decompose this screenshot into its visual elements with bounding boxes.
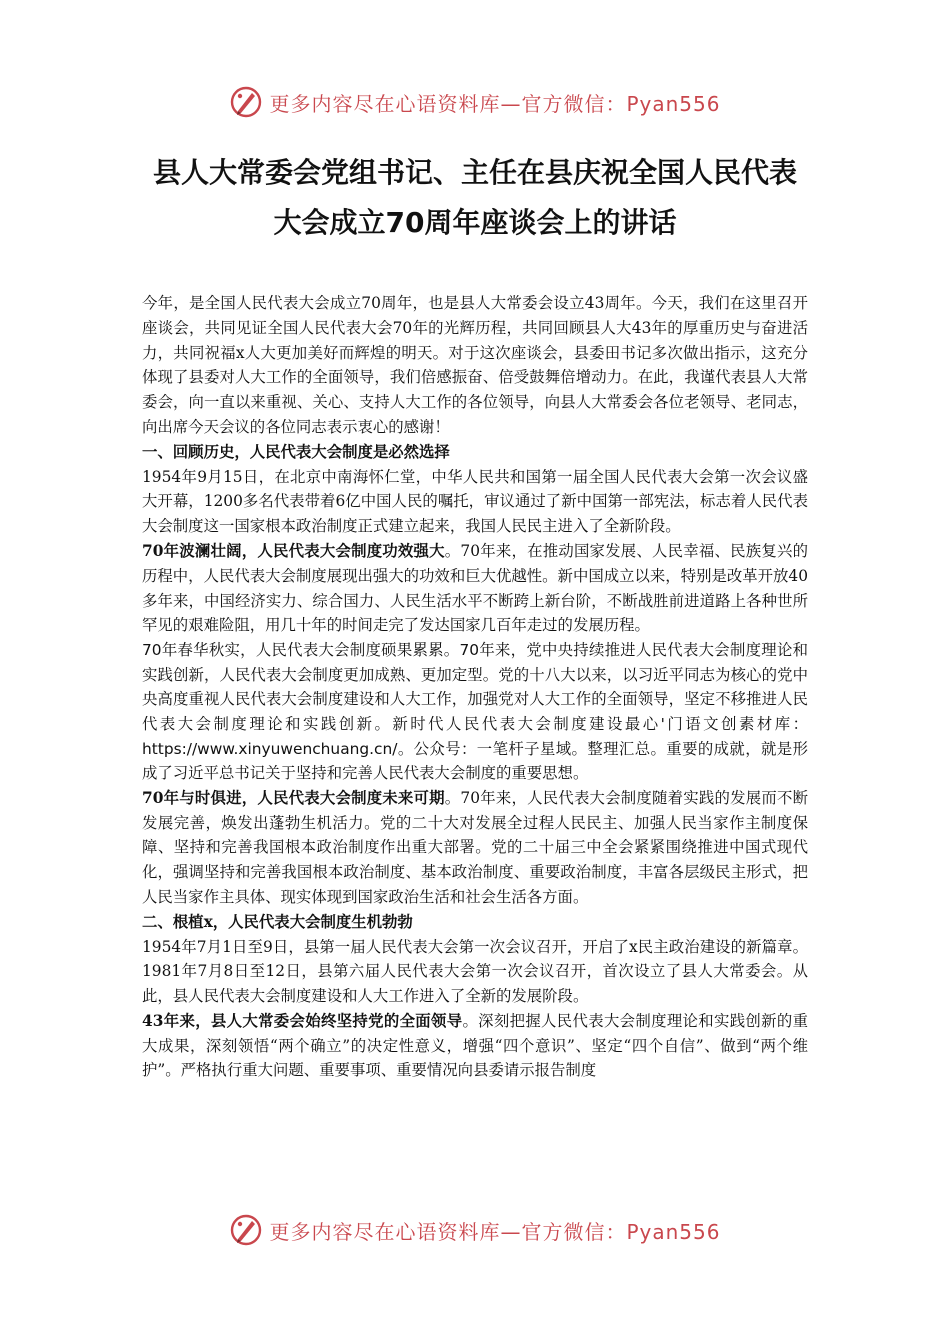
banner-text: 更多内容尽在心语资料库—官方微信：Pyan556 — [269, 91, 721, 116]
lead-text: 70年与时俱进，人民代表大会制度未来可期 — [142, 788, 445, 807]
footer-banner — [0, 1208, 950, 1252]
lead-text: 43年来，县人大常委会始终坚持党的全面领导 — [142, 1011, 463, 1030]
document-body — [142, 291, 808, 1083]
section-heading-2: 二、根植x，人民代表大会制度生机勃勃 — [142, 912, 413, 931]
header-banner — [0, 80, 950, 124]
banner-text: 更多内容尽在心语资料库—官方微信：Pyan556 — [269, 1219, 721, 1244]
pen-circle-logo-icon — [229, 85, 263, 119]
paragraph-1954: 1954年9月15日，在北京中南海怀仁堂，中华人民共和国第一届全国人民代表大会第一次会议盛大开幕，1200多名代表带着6亿中国人民的嘱托，审议通过了新中国第一部宪法，标志着人民代表大会制度这一国家根本政治制度正式建立起来，我国人民民主进入了全新阶段。 — [142, 467, 808, 536]
body-text: 。深刻把握人民代表大会制度理论和实践创新的重大成果，深刻领悟“两个确立”的决定性意义，增强“四个意识”、坚定“四个自信”、做到“两个维护”。严格执行重大问题、重要事项、重要情况向县委请示报告制度 — [142, 1011, 808, 1080]
title-line-1: 县人大常委会党组书记、主任在县庆祝全国人民代表 — [152, 156, 797, 189]
paragraph-county-1954: 1954年7月1日至9日，县第一届人民代表大会第一次会议召开，开启了x民主政治建设的新篇章。1981年7月8日至12日，县第六届人民代表大会第一次会议召开，首次设立了县人大常委会。从此，县人民代表大会制度建设和人大工作进入了全新的发展阶段。 — [142, 937, 808, 1006]
paragraph-70-years-b: 70年春华秋实，人民代表大会制度硕果累累。70年来，党中央持续推进人民代表大会制度理论和实践创新，人民代表大会制度更加成熟、更加定型。党的十八大以来，以习近平同志为核心的党中央高度重视人民代表大会制度建设和人大工作，加强党对人大工作的全面领导，坚定不移推进人民代表大会制度理论和实践创新。新时代人民代表大会制度建设最心'门语文创素材库：https://www.xinyuwenchuang.cn/。公众号：一笔杆子星域。整理汇总。重要的成就，就是形成了习近平总书记关于坚持和完善人民代表大会制度的重要思想。 — [142, 641, 808, 783]
section-heading-1: 一、回顾历史，人民代表大会制度是必然选择 — [142, 442, 450, 461]
page-title — [110, 148, 840, 248]
paragraph-43-years — [142, 1009, 808, 1083]
paragraph-70-years-a — [142, 539, 808, 638]
pen-circle-logo-icon — [229, 1213, 263, 1247]
title-line-2: 大会成立70周年座谈会上的讲话 — [273, 206, 677, 239]
lead-text: 70年波澜壮阔，人民代表大会制度功效强大 — [142, 541, 445, 560]
intro-paragraph: 今年，是全国人民代表大会成立70周年，也是县人大常委会设立43周年。今天，我们在这里召开座谈会，共同见证全国人民代表大会70年的光辉历程，共同回顾县人大43年的厚重历史与奋进活力，共同祝福x人大更加美好而辉煌的明天。对于这次座谈会，县委田书记多次做出指示，这充分体现了县委对人大工作的全面领导，我们倍感振奋、倍受鼓舞倍增动力。在此，我谨代表县人大常委会，向一直以来重视、关心、支持人大工作的各位领导，向县人大常委会各位老领导、老同志，向出席今天会议的各位同志表示衷心的感谢！ — [142, 294, 808, 436]
body-text: 。70年来，人民代表大会制度随着实践的发展而不断发展完善，焕发出蓬勃生机活力。党的二十大对发展全过程人民民主、加强人民当家作主制度保障、坚持和完善我国根本政治制度作出重大部署。党的二十届三中全会紧紧围绕推进中国式现代化，强调坚持和完善我国根本政治制度、基本政治制度、重要政治制度，丰富各层级民主形式，把人民当家作主具体、现实体现到国家政治生活和社会生活各方面。 — [142, 788, 808, 906]
paragraph-70-years-c — [142, 786, 808, 910]
body-text: 。70年来，在推动国家发展、人民幸福、民族复兴的历程中，人民代表大会制度展现出强大的功效和巨大优越性。新中国成立以来，特别是改革开放40多年来，中国经济实力、综合国力、人民生活水平不断跨上新台阶，不断战胜前进道路上各种世所罕见的艰难险阻，用几十年的时间走完了发达国家几百年走过的发展历程。 — [142, 541, 808, 635]
